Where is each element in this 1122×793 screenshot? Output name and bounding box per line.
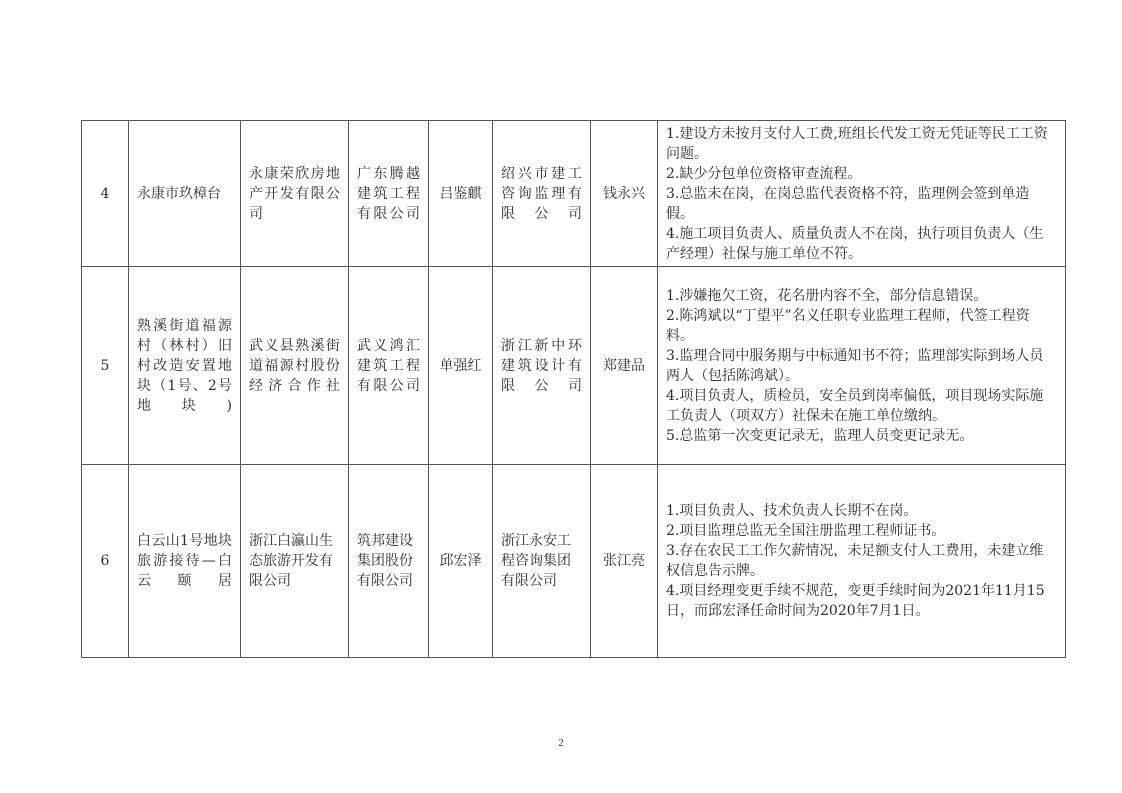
project-name: 永康市玖樟台 [129, 121, 241, 267]
row-number: 5 [82, 267, 129, 465]
supervisor-company: 浙江永安工程咨询集团有限公司 [493, 465, 591, 658]
chief-supervisor: 郑建品 [591, 267, 658, 465]
issue-item: 2.项目监理总监无全国注册监理工程师证书。 [666, 523, 946, 539]
contractor-name: 广东腾越建筑工程有限公司 [349, 121, 429, 267]
chief-supervisor: 钱永兴 [591, 121, 658, 267]
issue-item: 1.建设方未按月支付人工费,班组长代发工资无凭证等民工工资问题。 [666, 125, 1048, 162]
issue-item: 3.存在农民工工作欠薪情况，未足额支付人工费用，未建立维权信息告示牌。 [666, 543, 1044, 579]
issue-item: 5.总监第一次变更记录无，监理人员变更记录无。 [666, 427, 974, 444]
supervisor-company: 浙江新中环建筑设计有限公司 [493, 267, 591, 465]
contractor-name: 武义鸿汇建筑工程有限公司 [349, 267, 429, 465]
page-number: 2 [558, 737, 564, 749]
project-manager: 邱宏泽 [429, 465, 493, 658]
supervisor-company: 绍兴市建工咨询监理有限公司 [493, 121, 591, 267]
issue-item: 1.项目负责人、技术负责人长期不在岗。 [666, 503, 918, 519]
table-row [82, 465, 1066, 658]
developer-name: 武义县熟溪街道福源村股份经济合作社 [241, 267, 349, 465]
developer-name: 浙江白瀛山生态旅游开发有限公司 [241, 465, 349, 658]
issue-item: 3.总监未在岗，在岗总监代表资格不符，监理例会签到单造假。 [666, 185, 1030, 222]
table-row [82, 121, 1066, 267]
row-number: 4 [82, 121, 129, 267]
issues-cell [658, 465, 1066, 658]
issue-item: 4.施工项目负责人、质量负责人不在岗，执行项目负责人（生产经理）社保与施工单位不符。 [666, 225, 1044, 262]
issue-item: 4.项目经理变更手续不规范，变更手续时间为2021年11月15日，而邱宏泽任命时间为2020年7月1日。 [666, 583, 1045, 619]
project-manager: 单强红 [429, 267, 493, 465]
issue-item: 1.涉嫌拖欠工资，花名册内容不全，部分信息错误。 [666, 287, 988, 304]
chief-supervisor: 张江亮 [591, 465, 658, 658]
issue-item: 4.项目负责人，质检员，安全员到岗率偏低，项目现场实际施工负责人（项双方）社保未在施工单位缴纳。 [666, 387, 1044, 424]
inspection-table [81, 120, 1066, 658]
issue-item: 2.缺少分包单位资格审查流程。 [666, 165, 862, 182]
issues-cell [658, 121, 1066, 267]
issue-item: 3.监理合同中服务期与中标通知书不符；监理部实际到场人员两人（包括陈鸿斌）。 [666, 347, 1044, 384]
table-row [82, 267, 1066, 465]
row-number: 6 [82, 465, 129, 658]
project-name: 熟溪街道福源村（林村）旧村改造安置地块（1号、2号地块) [129, 267, 241, 465]
contractor-name: 筑邦建设集团股份有限公司 [349, 465, 429, 658]
issue-item: 2.陈鸿斌以“丁望平”名义任职专业监理工程师，代签工程资料。 [666, 307, 1030, 344]
developer-name: 永康荣欣房地产开发有限公司 [241, 121, 349, 267]
project-manager: 吕鉴麒 [429, 121, 493, 267]
issues-cell [658, 267, 1066, 465]
project-name: 白云山1号地块旅游接待—白云颐居 [129, 465, 241, 658]
